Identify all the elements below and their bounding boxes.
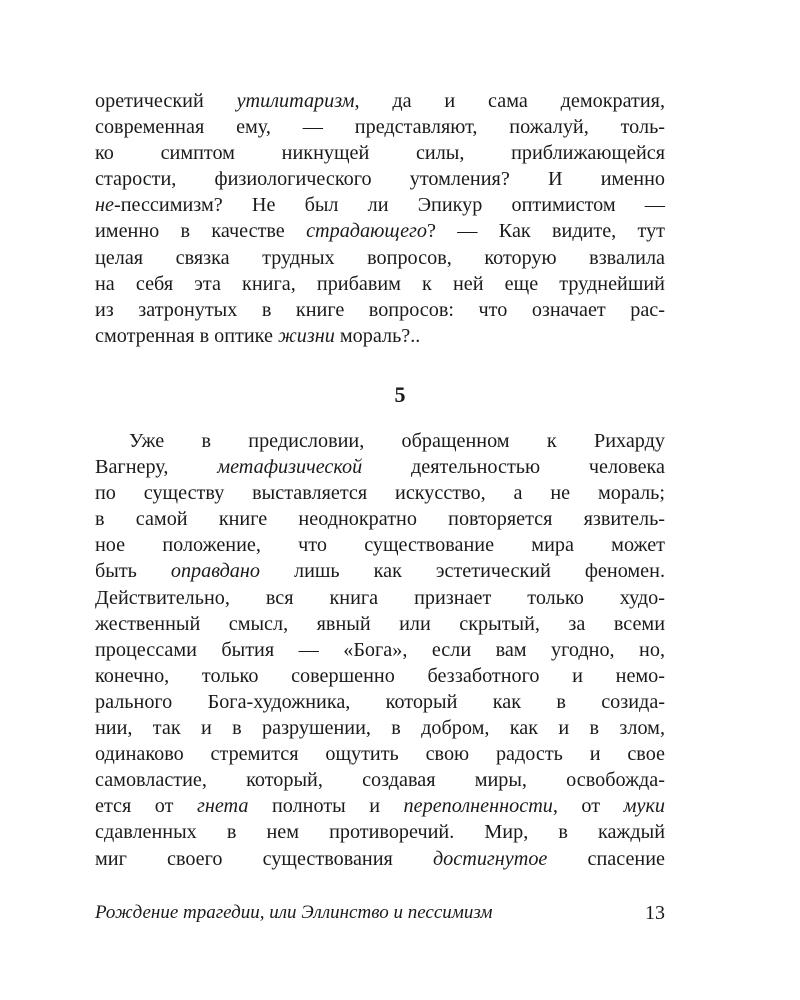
text-line: одинаково стремится ощутить свою радость и свое (95, 743, 665, 766)
text-line: конечно, только совершенно беззаботного и немо- (95, 664, 665, 687)
text-line: Действительно, вся книга признает только худо- (95, 586, 665, 609)
paragraph-section-5 (95, 428, 665, 872)
text-line: ное положение, что существование мира может (95, 534, 665, 557)
text-line: Вагнеру, метафизической деятельностью человека (95, 456, 665, 479)
text-line: жественный смысл, явный или скрытый, за всеми (95, 612, 665, 635)
text-line: целая связка трудных вопросов, которую взвалила (95, 246, 665, 269)
text-line: из затронутых в книге вопросов: что означает рас- (95, 298, 665, 321)
text-line: оретический утилитаризм, да и сама демократия, (95, 90, 666, 112)
running-footer (95, 900, 665, 926)
text-line: самовластие, который, создавая миры, освобожда- (95, 769, 665, 792)
section-heading: 5 (394, 382, 406, 407)
text-line: в самой книге неоднократно повторяется язвитель- (95, 508, 665, 531)
text-line: сдавленных в нем противоречий. Мир, в каждый (95, 821, 665, 844)
text-line: старости, физиологического утомления? И именно (95, 168, 665, 191)
paragraph-continuation (95, 88, 665, 349)
text-line: миг своего существования достигнутое спасение (95, 847, 665, 870)
text-line: именно в качестве страдающего? — Как видите, тут (95, 220, 665, 243)
text-line: Уже в предисловии, обращенном к Рихарду (129, 430, 665, 452)
text-line: ко симптом никнущей силы, приближающейся (95, 142, 665, 165)
text-line: смотренная в оптике жизни мораль?.. (95, 324, 421, 347)
text-line: на себя эта книга, прибавим к ней еще труднейший (95, 272, 665, 295)
text-line: быть оправдано лишь как эстетический феномен. (95, 560, 665, 583)
running-title: Рождение трагедии, или Эллинство и пессимизм (95, 902, 493, 923)
page-number: 13 (645, 902, 665, 924)
text-line: по существу выставляется искусство, а не мораль; (95, 482, 665, 505)
text-line: не-пессимизм? Не был ли Эпикур оптимистом — (95, 194, 665, 217)
text-line: современная ему, — представляют, пожалуй, толь- (95, 116, 665, 139)
text-line: рального Бога-художника, который как в созида- (95, 690, 665, 713)
text-line: процессами бытия — «Бога», если вам угодно, но, (95, 638, 665, 661)
text-line: нии, так и в разрушении, в добром, как и в злом, (95, 717, 665, 740)
text-line: ется от гнета полноты и переполненности, от муки (95, 795, 665, 818)
